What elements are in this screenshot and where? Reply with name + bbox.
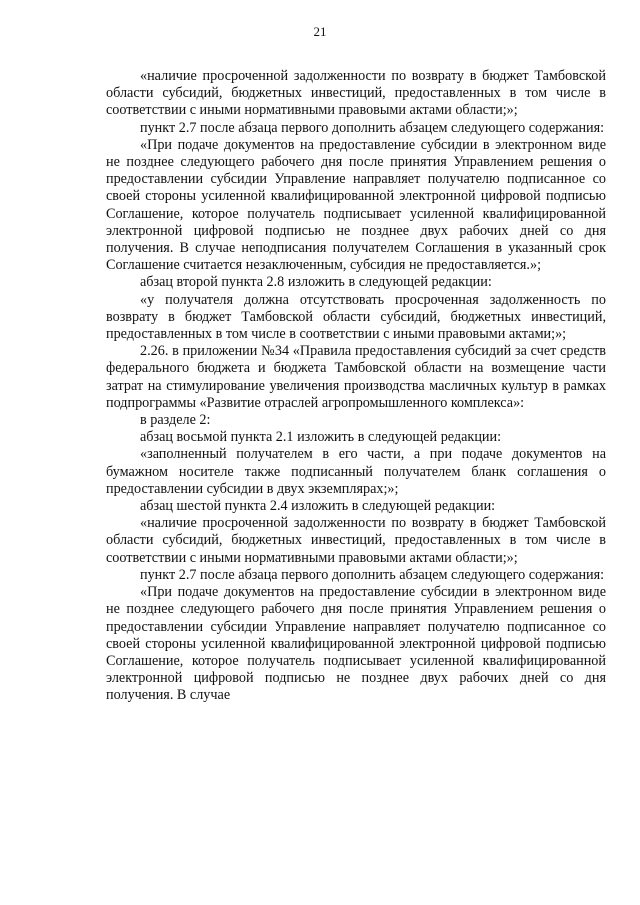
paragraph: абзац второй пункта 2.8 изложить в следующей редакции: [140,274,492,291]
paragraph: 2.26. в приложении №34 «Правила предоставления субсидий за счет средств федерального бюджета и бюджета Тамбовской области на возмещение части затрат на стимулирование увеличения производства масличных культур в рамках подпрограммы «Развитие отраслей агропромышленного комплекса»: [106,343,606,411]
paragraph: абзац шестой пункта 2.4 изложить в следующей редакции: [140,498,496,515]
paragraph: пункт 2.7 после абзаца первого дополнить абзацем следующего содержания: [140,119,605,136]
paragraph: «При подаче документов на предоставление субсидии в электронном виде не позднее следующего рабочего дня после принятия Управлением решения о предоставлении субсидии Управление направляет получателю подписанное со своей стороны усиленной квалифицированной электронной цифровой подписью Соглашение, которое получатель подписывает усиленной квалифицированной электронной цифровой подписью не позднее двух рабочих дней со дня получения. В случае [106,584,606,704]
paragraph: «наличие просроченной задолженности по возврату в бюджет Тамбовской области субсидий, бюджетных инвестиций, предоставленных в том числе в соответствии с иными нормативными правовыми актами области;»; [106,515,606,566]
paragraph: «у получателя должна отсутствовать просроченная задолженность по возврату в бюджет Тамбовской области субсидий, бюджетных инвестиций, предоставленных в том числе в соответствии с иными правовыми актами;»; [106,291,606,343]
paragraph: в разделе 2: [140,412,211,429]
paragraph: «наличие просроченной задолженности по возврату в бюджет Тамбовской области субсидий, бюджетных инвестиций, предоставленных в том числе в соответствии с иными нормативными правовыми актами области;»; [106,68,606,119]
paragraph: абзац восьмой пункта 2.1 изложить в следующей редакции: [140,429,502,446]
paragraph: «заполненный получателем в его части, а при подаче документов на бумажном носителе также подписанный получателем бланк соглашения о предоставлении субсидии в двух экземплярах;»; [106,446,606,497]
body-text [106,68,606,705]
page-number: 21 [313,24,327,39]
paragraph: «При подаче документов на предоставление субсидии в электронном виде не позднее следующего рабочего дня после принятия Управлением решения о предоставлении субсидии Управление направляет получателю подписанное со своей стороны усиленной квалифицированной электронной цифровой подписью Соглашение, которое получатель подписывает усиленной квалифицированной электронной цифровой подписью не позднее двух рабочих дней со дня получения. В случае неподписания получателем Соглашения в указанный срок Соглашение считается незаключенным, субсидия не предоставляется.»; [106,136,606,274]
paragraph: пункт 2.7 после абзаца первого дополнить абзацем следующего содержания: [140,566,605,583]
